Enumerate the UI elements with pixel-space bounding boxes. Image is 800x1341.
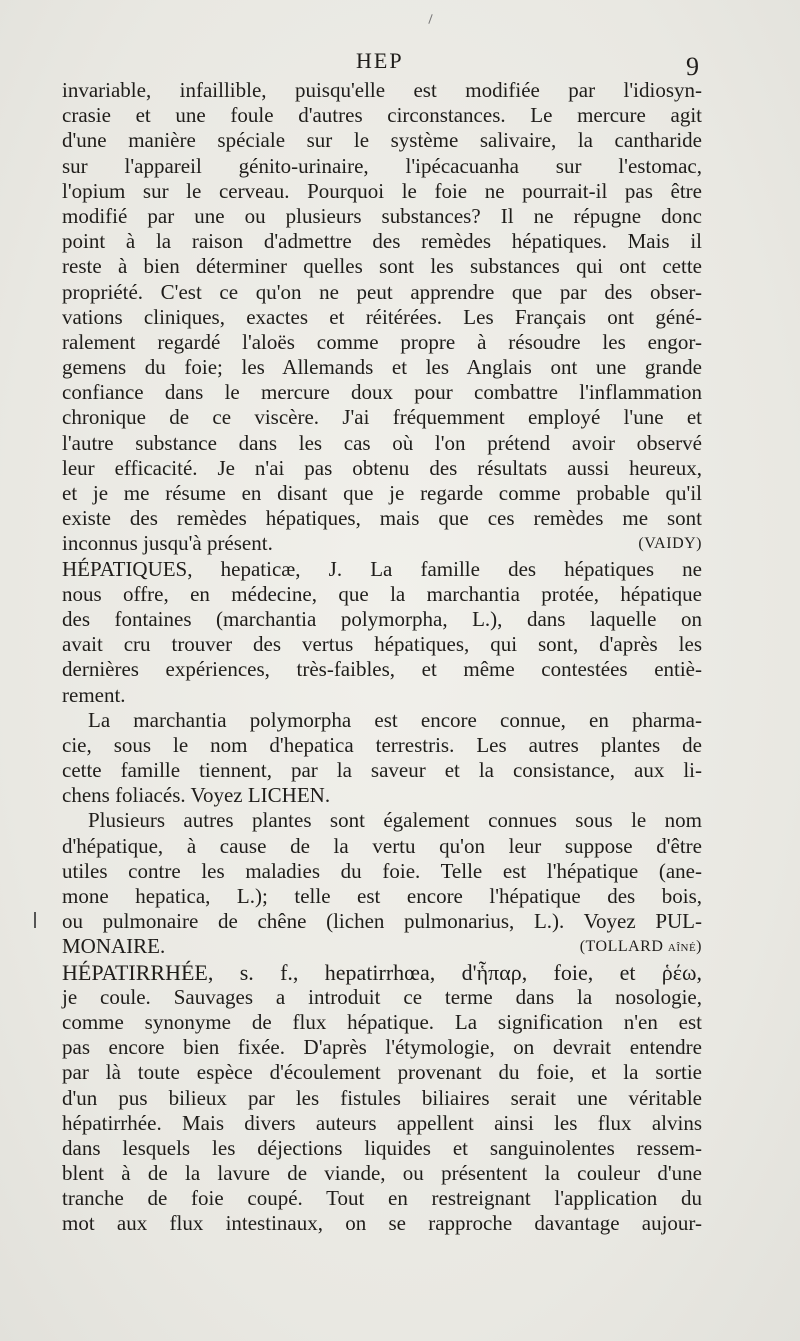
text-line bbox=[62, 557, 702, 582]
line-text: rement. bbox=[62, 682, 126, 707]
text-line bbox=[62, 783, 702, 808]
line-text: propriété. C'est ce qu'on ne peut apprendre que par des obser- bbox=[62, 279, 702, 304]
margin-mark bbox=[34, 912, 36, 928]
line-text: pas encore bien fixée. D'après l'étymologie, on devrait entendre bbox=[62, 1035, 702, 1060]
page-header bbox=[0, 44, 800, 80]
text-line bbox=[62, 355, 702, 380]
line-text: leur efficacité. Je n'ai pas obtenu des résultats aussi heureux, bbox=[62, 455, 702, 480]
line-text: reste à bien déterminer quelles sont les substances qui ont cette bbox=[62, 254, 702, 279]
line-text: ou pulmonaire de chêne (lichen pulmonarius, L.). Voyez PUL- bbox=[62, 909, 702, 934]
line-text: dernières expériences, très-faibles, et même contestées entiè- bbox=[62, 657, 702, 682]
line-text: mone hepatica, L.); telle est encore l'hépatique des bois, bbox=[62, 884, 702, 908]
line-text: existe des remèdes hépatiques, mais que ces remèdes me sont bbox=[62, 506, 702, 531]
text-line bbox=[62, 884, 702, 909]
text-line bbox=[62, 254, 702, 279]
line-text: d'un pus bilieux par les fistules biliaires serait une véritable bbox=[62, 1085, 702, 1110]
line-text: comme synonyme de flux hépatique. La signification n'en est bbox=[62, 1009, 702, 1034]
text-line bbox=[62, 305, 702, 330]
text-line bbox=[62, 531, 702, 556]
line-text: et je me résume en disant que je regarde comme probable qu'il bbox=[62, 481, 702, 505]
text-line bbox=[62, 657, 702, 682]
text-line bbox=[62, 834, 702, 859]
text-line bbox=[62, 808, 702, 833]
line-text: sur l'appareil génito-urinaire, l'ipécacuanha sur l'estomac, bbox=[62, 153, 702, 178]
text-line bbox=[62, 909, 702, 934]
text-line bbox=[62, 229, 702, 254]
line-text: dans lesquels les déjections liquides et sanguinolentes ressem- bbox=[62, 1135, 702, 1160]
page-number: 9 bbox=[686, 52, 699, 81]
text-line bbox=[62, 405, 702, 430]
line-text: avait cru trouver des vertus hépatiques, qui sont, d'après les bbox=[62, 632, 702, 657]
line-text: blent à de la lavure de viande, ou présentent la couleur d'une bbox=[62, 1161, 702, 1186]
line-text: HÉPATIQUES, hepaticæ, J. La famille des hépatiques ne bbox=[62, 556, 702, 581]
line-text: tranche de foie coupé. Tout en restreignant l'application du bbox=[62, 1186, 702, 1211]
line-text: ralement regardé l'aloës comme propre à résoudre les engor- bbox=[62, 329, 702, 354]
text-line bbox=[62, 1010, 702, 1035]
line-text: modifié par une ou plusieurs substances? Il ne répugne donc bbox=[62, 203, 702, 228]
line-text: confiance dans le mercure doux pour combattre l'inflammation bbox=[62, 380, 702, 405]
line-text: je coule. Sauvages a introduit ce terme dans la nosologie, bbox=[62, 984, 702, 1009]
text-line bbox=[62, 380, 702, 405]
line-text: HÉPATIRRHÉE, s. f., hepatirrhœa, d'ἧπαρ, foie, et ῥέω, bbox=[62, 959, 702, 985]
line-text: Plusieurs autres plantes sont également connues sous le nom bbox=[88, 808, 702, 833]
line-text: cie, sous le nom d'hepatica terrestris. Les autres plantes de bbox=[62, 732, 702, 757]
text-line bbox=[62, 431, 702, 456]
text-line bbox=[62, 179, 702, 204]
line-text: hépatirrhée. Mais divers auteurs appellent ainsi les flux alvins bbox=[62, 1110, 702, 1135]
text-line bbox=[62, 1111, 702, 1136]
text-line bbox=[62, 280, 702, 305]
text-line bbox=[62, 708, 702, 733]
line-text: vations cliniques, exactes et réitérées. Les Français ont géné- bbox=[62, 304, 702, 329]
text-line bbox=[62, 1136, 702, 1161]
line-text: MONAIRE. bbox=[62, 934, 166, 959]
line-text: mot aux flux intestinaux, on se rapproche davantage aujour- bbox=[62, 1211, 702, 1236]
text-line bbox=[62, 78, 702, 103]
line-text: chronique de ce viscère. J'ai fréquemment employé l'une et bbox=[62, 405, 702, 430]
line-text: d'une manière spéciale sur le système salivaire, la cantharide bbox=[62, 128, 702, 153]
running-head: HEP bbox=[356, 48, 404, 73]
text-line bbox=[62, 128, 702, 153]
line-text: par là toute espèce d'écoulement provenant du foie, et la sortie bbox=[62, 1060, 702, 1085]
line-text: l'autre substance dans les cas où l'on prétend avoir observé bbox=[62, 430, 702, 455]
text-line bbox=[62, 330, 702, 355]
line-text: chens foliacés. Voyez LICHEN. bbox=[62, 783, 331, 808]
line-text: La marchantia polymorpha est encore connue, en pharma- bbox=[88, 707, 702, 732]
text-line bbox=[62, 607, 702, 632]
text-line bbox=[62, 683, 702, 708]
line-text: l'opium sur le cerveau. Pourquoi le foie ne pourrait-il pas être bbox=[62, 178, 702, 203]
line-text: inconnus jusqu'à présent. bbox=[62, 531, 273, 556]
line-text: nous offre, en médecine, que la marchantia protée, hépatique bbox=[62, 581, 702, 606]
text-line bbox=[62, 204, 702, 229]
text-line bbox=[62, 1186, 702, 1211]
line-text: gemens du foie; les Allemands et les Anglais ont une grande bbox=[62, 355, 702, 380]
author-signature: (VAIDY) bbox=[638, 535, 702, 553]
line-text: utiles contre les maladies du foie. Telle est l'hépatique (ane- bbox=[62, 858, 702, 883]
line-text: invariable, infaillible, puisqu'elle est modifiée par l'idiosyn- bbox=[62, 78, 702, 102]
text-line bbox=[62, 1086, 702, 1111]
text-line bbox=[62, 758, 702, 783]
text-line bbox=[62, 154, 702, 179]
text-line bbox=[62, 103, 702, 128]
text-line bbox=[62, 1161, 702, 1186]
text-line bbox=[62, 934, 702, 959]
text-line bbox=[62, 1060, 702, 1085]
text-line bbox=[62, 632, 702, 657]
line-text: cette famille tiennent, par la saveur et la consistance, aux li- bbox=[62, 758, 702, 783]
body-text bbox=[62, 78, 702, 1237]
line-text: d'hépatique, à cause de la vertu qu'on leur suppose d'être bbox=[62, 833, 702, 858]
text-line bbox=[62, 1035, 702, 1060]
text-line bbox=[62, 859, 702, 884]
text-line bbox=[62, 481, 702, 506]
line-text: crasie et une foule d'autres circonstances. Le mercure agit bbox=[62, 103, 702, 128]
text-line bbox=[62, 456, 702, 481]
text-line bbox=[62, 582, 702, 607]
ink-mark bbox=[428, 14, 432, 24]
text-line bbox=[62, 733, 702, 758]
text-line bbox=[62, 960, 702, 985]
text-line bbox=[62, 1211, 702, 1236]
text-line bbox=[62, 985, 702, 1010]
text-line bbox=[62, 506, 702, 531]
line-text: point à la raison d'admettre des remèdes hépatiques. Mais il bbox=[62, 229, 702, 254]
author-signature: (TOLLARD aîné) bbox=[579, 938, 702, 956]
line-text: des fontaines (marchantia polymorpha, L.), dans laquelle on bbox=[62, 606, 702, 631]
